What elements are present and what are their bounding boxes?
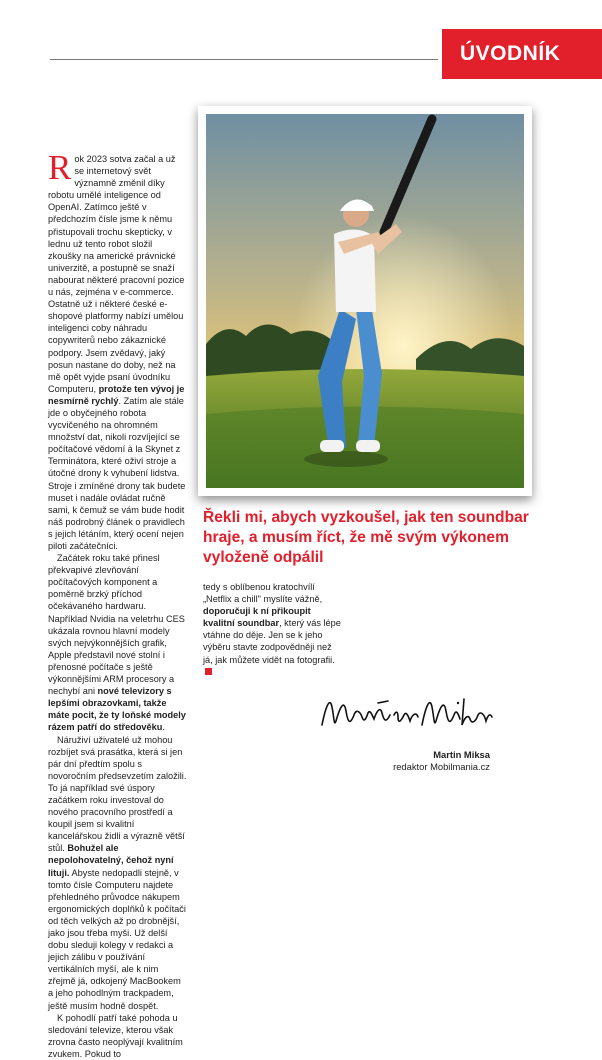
article-paragraph (48, 148, 187, 552)
text-run: . (162, 722, 165, 733)
text-run: , který vás lépe vtáhne do děje. Jen se k jeho výběru stavte zodpovědněji než já, jak můžete vidět na fotografii. (203, 618, 341, 665)
text-run: . Zatím ale stále jde o obyčejného robota vycvičeného na ohromném množství dat, nikoli rozvíjející se počítačové vědomí à la Skynet z Terminátora, které oživí stroje a útočné drony k vyhubení lidstva. Stroje i zmíněné drony tak budete muset i nadále ovládat ručně sami, k čemuž se vám bude hodit náš podrobný článek o pravidlech s jejich létáním, který ocení nejen piloti začátečníci. (48, 395, 186, 551)
pull-quote: Řekli mi, abych vyzkoušel, jak ten soundbar hraje, a musím říct, že mě svým výkonem vyloženě odpálil (203, 509, 529, 566)
article-paragraph (48, 552, 187, 733)
bold-text: protože ten vývoj je nesmírně rychlý (48, 383, 185, 406)
golfer-photo (206, 114, 524, 488)
photo-frame (198, 106, 532, 496)
end-mark-icon (205, 668, 212, 675)
article-paragraph (48, 734, 187, 1012)
article-body (48, 148, 187, 1060)
text-run: Začátek roku také přinesl překvapivé zlevňování počítačových komponent a poměrně brzký příchod očekávaného hardwaru. Například Nvidia na veletrhu CES ukázala rovnou hlavní modely svých nejvýkonnějších grafik, Apple představil nové stolní i přenosné počítače s ještě výkonnějšími ARM procesory a nechybí ani (48, 553, 185, 697)
author-role: redaktor Mobilmania.cz (393, 761, 490, 772)
header-rule (50, 59, 438, 60)
advertising-side-label (4, 780, 14, 830)
drop-cap: R (48, 148, 72, 187)
text-run: Abyste nedopadli stejně, v tomto čísle Computeru najdete přehledného průvodce nákupem ergonomických doplňků k počítači od těch velkých až po drobnější, jako jsou třeba myši. Už delší dobu sleduji kolegy v redakci a jejich zálibu v používání vertikálních myší, ale k nim zřejmě já, odkojený MacBookem a jeho pohodlným trackpadem, ještě musím hodně dospět. (48, 867, 186, 1011)
article-left-column (48, 148, 187, 1060)
text-run: K pohodlí patří také pohoda u sledování televize, kterou však zrovna často neoplývají kvalitním zvukem. Pokud to (48, 1012, 183, 1059)
text-run: Náruživí uživatelé už mohou rozbíjet svá prasátka, která si jen pár dní předtím spolu s novoročním předsevzetím založili. To já například své úspory začátkem roku investoval do nového pracovního prostředí a koupil jsem si kvalitní kancelářskou židli a výrazně větší stůl. (48, 734, 187, 854)
article-paragraph (48, 1012, 187, 1060)
article-right-column (203, 581, 341, 678)
section-title: ÚVODNÍK (442, 29, 602, 79)
text-run: ok 2023 sotva začal a už se internetový svět významně změnil díky robotu umělé inteligence od OpenAI. Zatímco ještě v předchozím čísle jsme k němu přistupovali trochu skepticky, v lednu už tento robot složil zkoušky na americké právnické univerzitě, a postupně se snaží nabourat některé pracovní pozice u nás, zejména v e-commerce. Ostatně už i některé české e-shopové platformy nabízí umělou inteligenci coby náhradu copywriterů nebo zákaznické podpory. Jsem zvědavý, jaký posun nastane do doby, než na mě opět vyjde psaní úvodníku Computeru, (48, 154, 185, 394)
text-run: tedy s oblíbenou kratochvílí „Netflix a chill" myslíte vážně, (203, 582, 323, 605)
bold-text: doporučuji k ní přikoupit kvalitní soundbar (203, 606, 311, 629)
bold-text: Bohužel ale nepolohovatelný, čehož nyní lituji. (48, 843, 174, 878)
signature (318, 685, 493, 745)
author-name: Martin Miksa (433, 749, 490, 760)
article-paragraph (203, 581, 341, 678)
bold-text: nové televizory s lepšími obrazovkami, takže máte pocit, že ty loňské modely rázem patří do středověku (48, 686, 186, 733)
